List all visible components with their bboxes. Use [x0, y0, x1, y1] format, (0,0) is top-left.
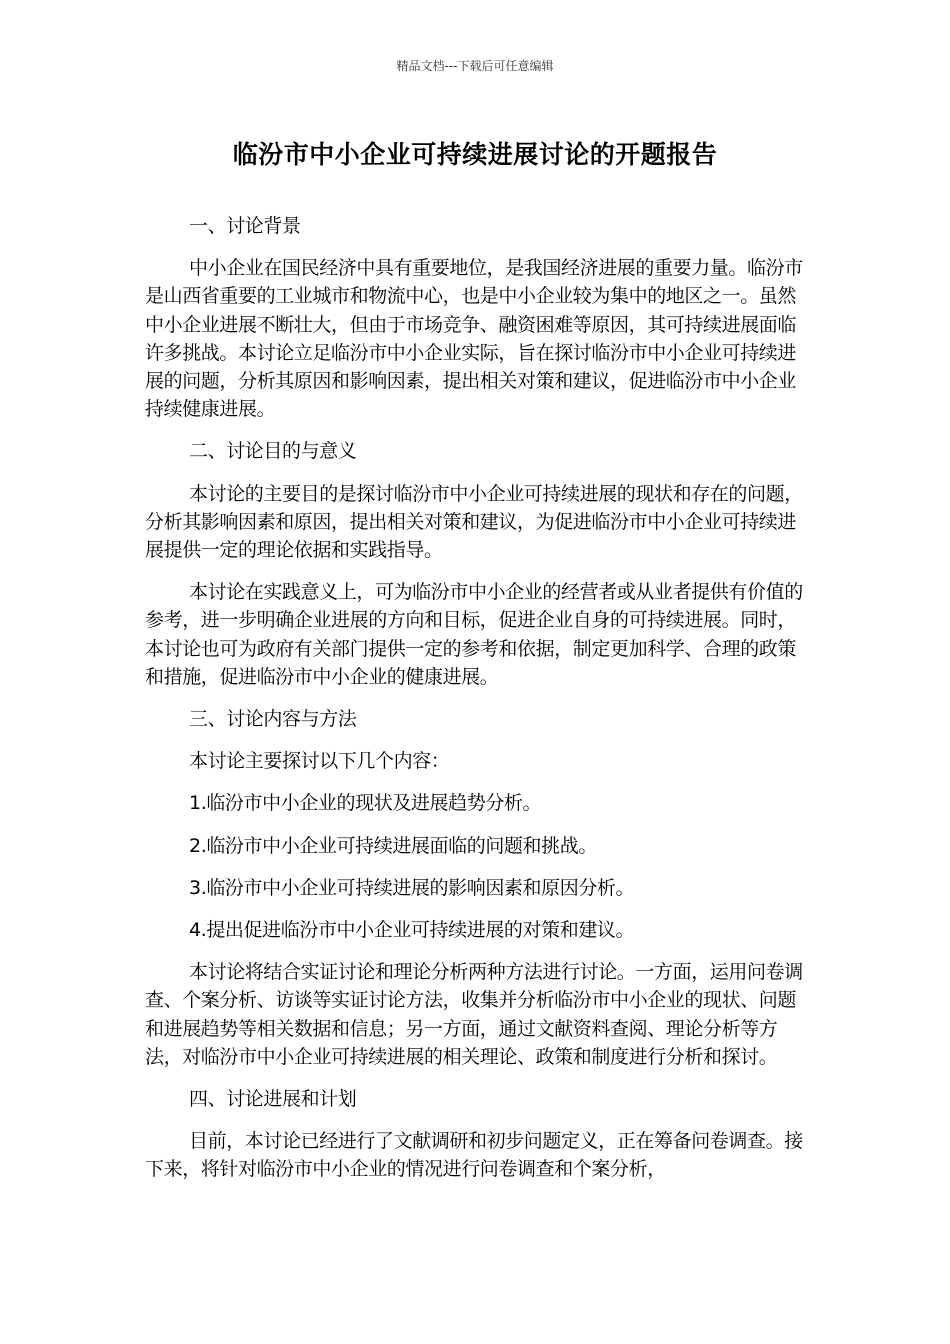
list-item-4: 4.提出促进临汾市中小企业可持续进展的对策和建议。 [189, 919, 635, 942]
paragraph-content-intro: 本讨论主要探讨以下几个内容： [189, 750, 450, 773]
section-heading-background: 一、讨论背景 [189, 215, 301, 237]
list-item-3: 3.临汾市中小企业可持续进展的影响因素和原因分析。 [189, 876, 635, 899]
paragraph-purpose-2: 本讨论在实践意义上，可为临汾市中小企业的经营者或从业者提供有价值的参考，进一步明确企业进展的方向和目标，促进企业自身的可持续进展。同时，本讨论也可为政府有关部门提供一定的参考和依据，制定更加科学、合理的政策和措施，促进临汾市中小企业的健康进展。 [145, 581, 803, 688]
section-heading-content-method: 三、讨论内容与方法 [189, 708, 357, 731]
section-heading-progress: 四、讨论进展和计划 [189, 1088, 357, 1111]
paragraph-purpose-1: 本讨论的主要目的是探讨临汾市中小企业可持续进展的现状和存在的问题，分析其影响因素和原因，提出相关对策和建议，为促进临汾市中小企业可持续进展提供一定的理论依据和实践指导。 [145, 482, 803, 562]
paragraph-background: 中小企业在国民经济中具有重要地位，是我国经济进展的重要力量。临汾市是山西省重要的工业城市和物流中心，也是中小企业较为集中的地区之一。虽然中小企业进展不断壮大，但由于市场竞争、融资困难等原因，其可持续进展面临许多挑战。本讨论立足临汾市中小企业实际，旨在探讨临汾市中小企业可持续进展的问题，分析其原因和影响因素，提出相关对策和建议，促进临汾市中小企业持续健康进展。 [145, 257, 803, 421]
section-heading-purpose: 二、讨论目的与意义 [189, 440, 357, 463]
document-body [145, 212, 805, 1198]
paragraph-progress: 目前，本讨论已经进行了文献调研和初步问题定义，正在筹备问卷调查。接下来，将针对临汾市中小企业的情况进行问卷调查和个案分析， [145, 1130, 803, 1181]
paragraph-method: 本讨论将结合实证讨论和理论分析两种方法进行讨论。一方面，运用问卷调查、个案分析、访谈等实证讨论方法，收集并分析临汾市中小企业的现状、问题和进展趋势等相关数据和信息；另一方面，通过文献资料查阅、理论分析等方法，对临汾市中小企业可持续进展的相关理论、政策和制度进行分析和探讨。 [145, 961, 803, 1068]
list-item-2: 2.临汾市中小企业可持续进展面临的问题和挑战。 [189, 834, 597, 857]
document-title: 临汾市中小企业可持续进展讨论的开题报告 [232, 140, 718, 169]
list-item-1: 1.临汾市中小企业的现状及进展趋势分析。 [189, 792, 542, 815]
header-note: 精品文档---下载后可任意编辑 [396, 59, 554, 73]
